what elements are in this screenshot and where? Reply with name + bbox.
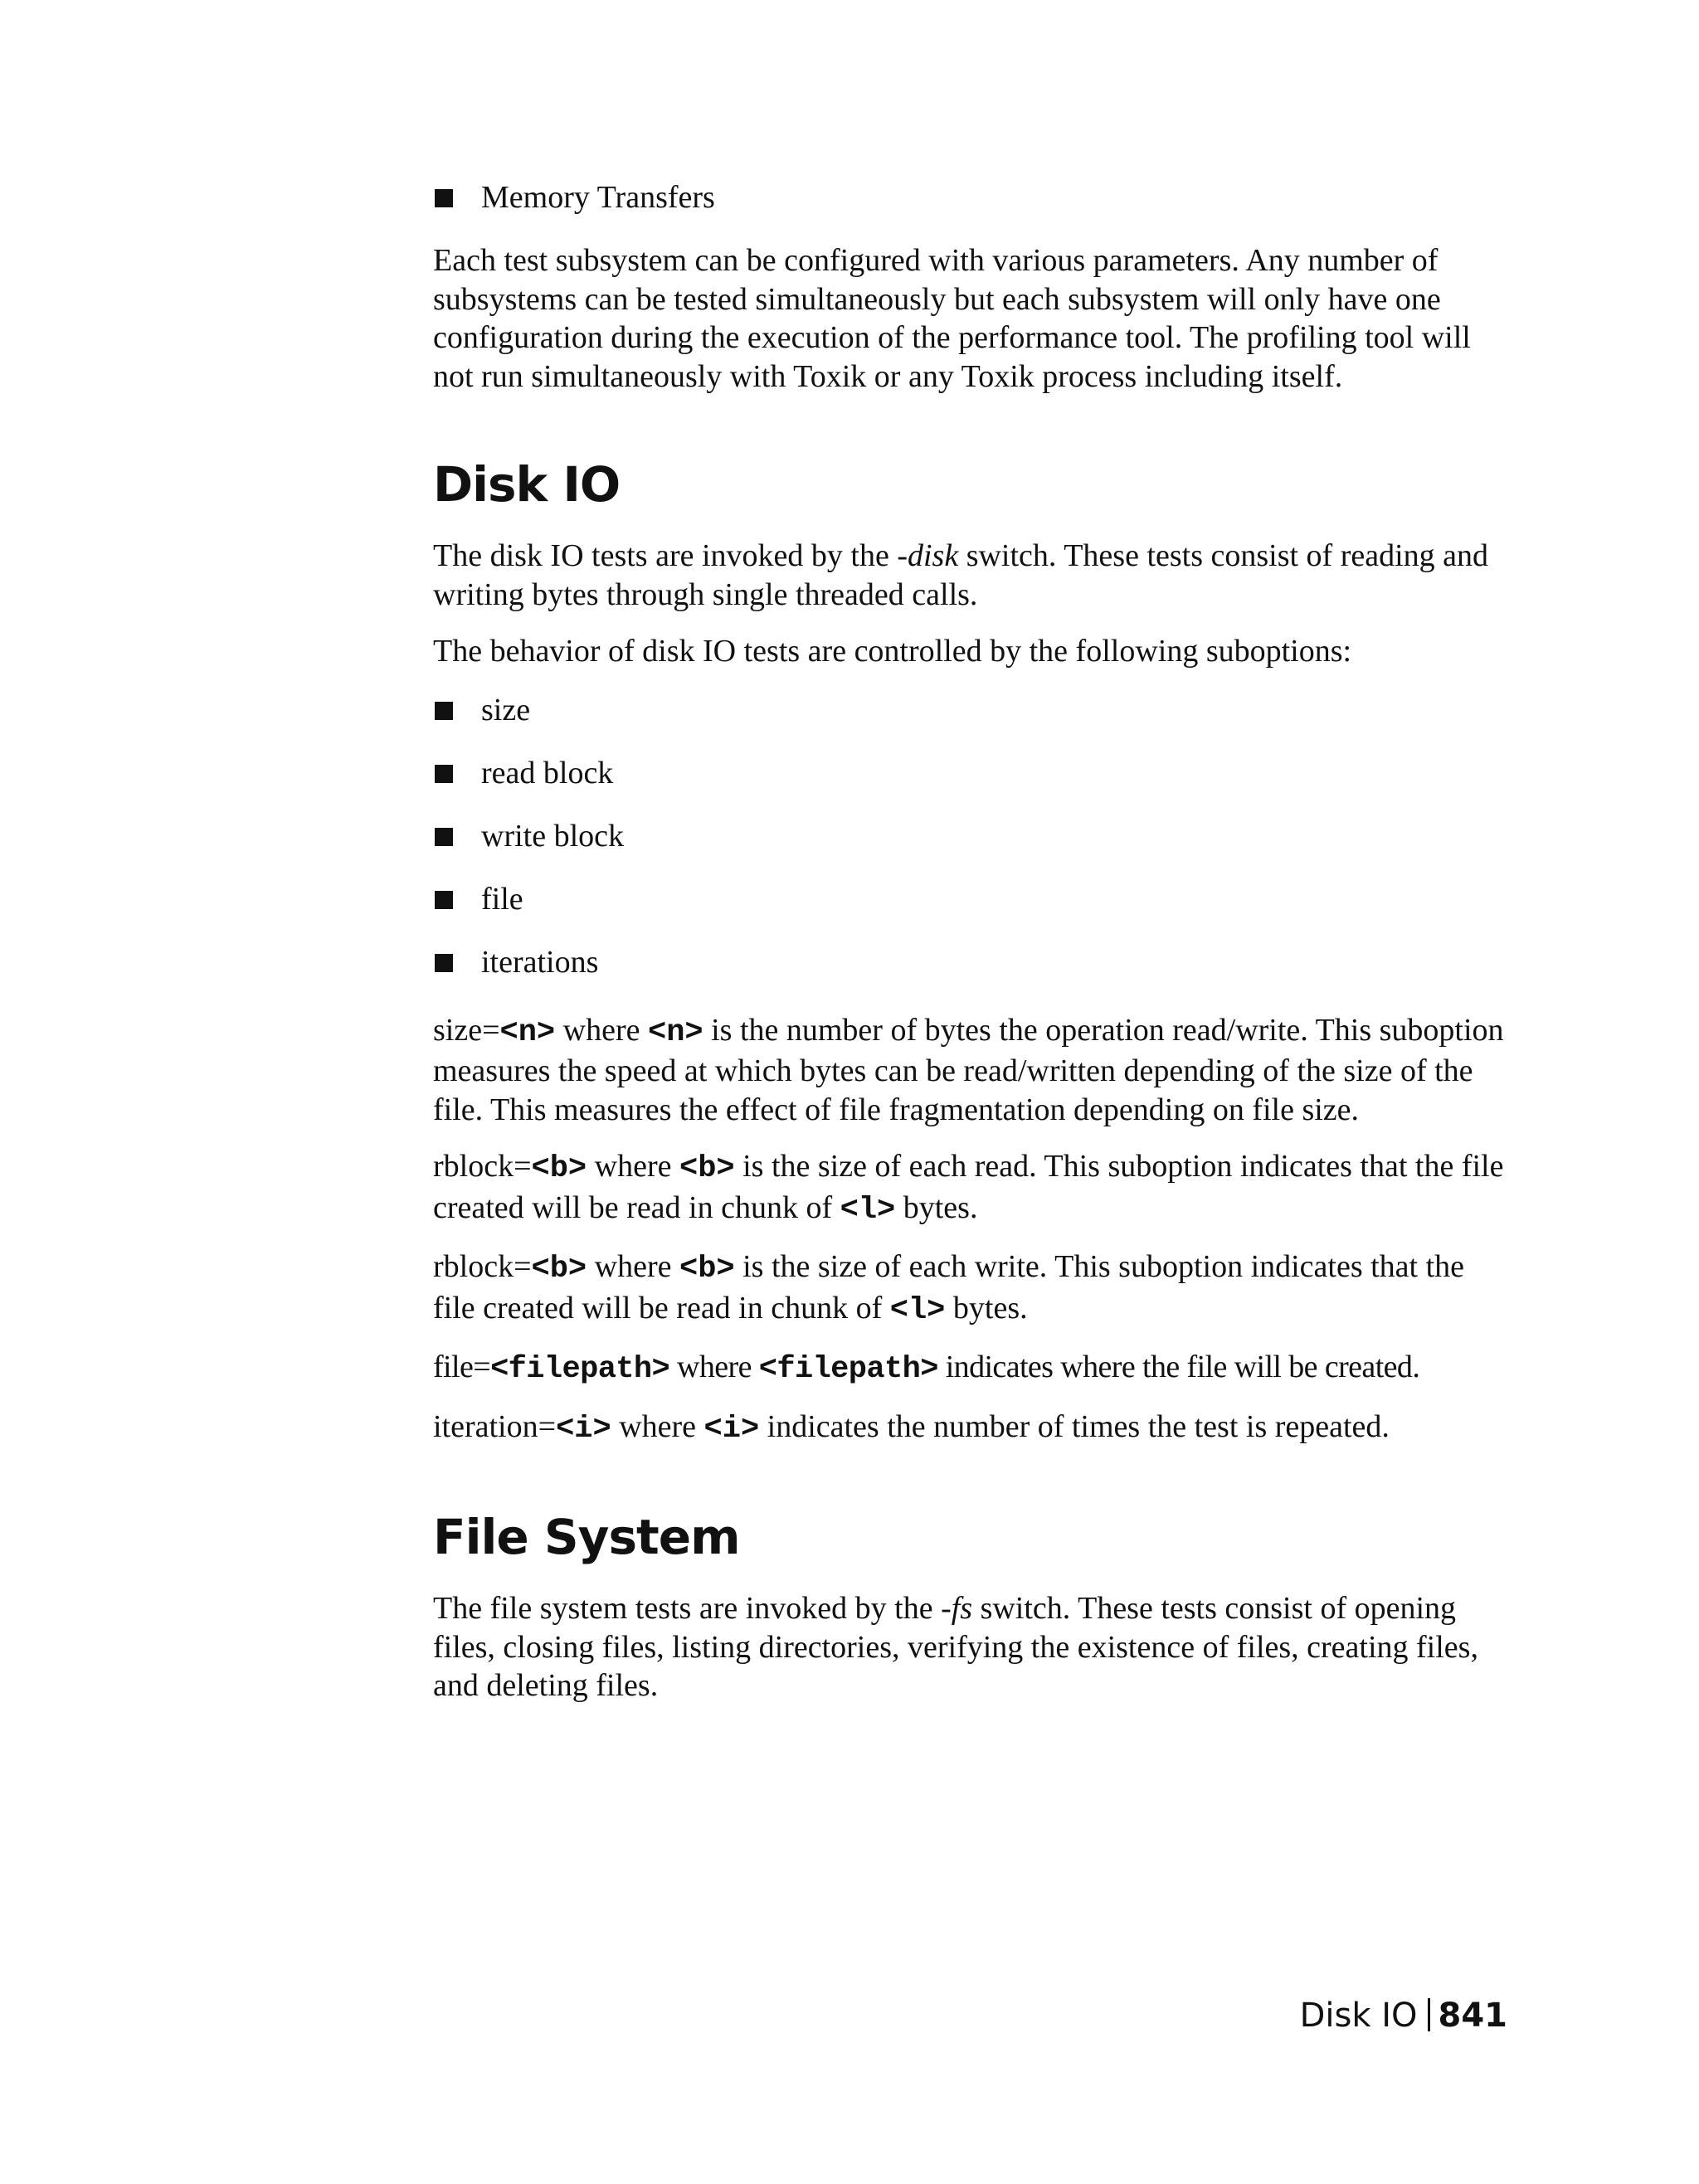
text-span: where [669, 1350, 759, 1384]
file-definition [433, 1348, 1507, 1389]
fs-switch: -fs [941, 1591, 973, 1626]
footer-separator [1428, 1998, 1430, 2031]
text-span: switch. These tests consist of opening files, closing files, listing directories, verifying the existence of files, creating files, and deleting files. [433, 1591, 1478, 1703]
text-span: is the size of each read. This suboption indicates that the file created will be read in chunk of [433, 1149, 1504, 1225]
intro-paragraph: Each test subsystem can be configured with various parameters. Any number of subsystems can be tested simultaneously but each subsystem will only have one configuration during the execution of the performance tool. The profiling tool will not run simultaneously with Toxik or any Toxik process including itself. [433, 243, 1471, 394]
code-token: <filepath> [758, 1352, 938, 1387]
page-number: 841 [1438, 1997, 1507, 2035]
code-token: <i> [556, 1411, 611, 1447]
text-span: switch. These tests consist of reading and writing bytes through single threaded calls. [433, 538, 1489, 612]
square-bullet-icon [435, 765, 453, 783]
square-bullet-icon [435, 954, 453, 972]
list-item-text: Memory Transfers [481, 180, 715, 215]
text-span: indicates the number of times the test is repeated. [759, 1408, 1390, 1444]
list-item [433, 880, 1507, 918]
code-token: <i> [703, 1411, 760, 1447]
page-footer [1300, 1995, 1507, 2036]
code-token: <n> [647, 1014, 703, 1050]
code-token: <b> [531, 1252, 587, 1287]
list-item [433, 691, 1507, 729]
suboptions-intro-paragraph: The behavior of disk IO tests are controlled by the following suboptions: [433, 634, 1352, 669]
list-item-text: read block [481, 755, 614, 790]
text-span: The file system tests are invoked by the [433, 1591, 942, 1626]
text-span: where [555, 1012, 648, 1048]
list-item-text: size [481, 692, 531, 727]
text-span: rblock= [433, 1149, 532, 1184]
text-span: is the number of bytes the operation read/write. This suboption measures the speed at which bytes can be read/written depending of the size of the file. This measures the effect of file fragmentation depending on file size. [433, 1012, 1504, 1127]
text-span: iteration= [433, 1408, 557, 1444]
suboptions-list [433, 691, 1507, 981]
list-item [433, 178, 1507, 216]
list-item [433, 754, 1507, 792]
wblock-definition [433, 1248, 1507, 1330]
list-item-text: iterations [481, 944, 599, 980]
text-span: file= [433, 1350, 491, 1384]
text-span: bytes. [895, 1189, 978, 1225]
file-system-intro-paragraph [433, 1589, 1507, 1705]
section-heading-disk-io: Disk IO [433, 456, 621, 513]
text-span: rblock= [433, 1249, 532, 1284]
text-span: bytes. [945, 1290, 1028, 1325]
list-item-text: file [481, 881, 523, 917]
code-token: <filepath> [490, 1352, 670, 1387]
code-token: <l> [840, 1192, 896, 1228]
footer-section-title: Disk IO [1299, 1997, 1418, 2035]
code-token: <b> [679, 1151, 735, 1186]
list-item [433, 943, 1507, 981]
text-span: where [611, 1408, 704, 1444]
code-token: <b> [679, 1252, 735, 1287]
text-span: where [587, 1249, 679, 1284]
top-bullet-list [433, 178, 1507, 216]
square-bullet-icon [435, 189, 453, 207]
text-span: size= [433, 1012, 500, 1048]
square-bullet-icon [435, 891, 453, 909]
text-span: indicates where the file will be created. [937, 1350, 1420, 1384]
code-token: <b> [531, 1151, 587, 1186]
text-span: The disk IO tests are invoked by the [433, 538, 898, 573]
size-definition [433, 1011, 1507, 1130]
page-content [433, 178, 1507, 1724]
iteration-definition [433, 1408, 1507, 1449]
rblock-definition [433, 1147, 1507, 1229]
text-span: is the size of each write. This suboption indicates that the file created will be read in chunk of [433, 1249, 1465, 1325]
square-bullet-icon [435, 702, 453, 720]
code-token: <n> [499, 1014, 556, 1050]
list-item-text: write block [481, 818, 625, 854]
disk-io-intro-paragraph [433, 537, 1507, 614]
list-item [433, 817, 1507, 855]
square-bullet-icon [435, 828, 453, 846]
code-token: <l> [889, 1292, 946, 1328]
text-span: where [587, 1149, 679, 1184]
disk-switch: -disk [897, 538, 959, 573]
section-heading-file-system: File System [433, 1509, 740, 1565]
